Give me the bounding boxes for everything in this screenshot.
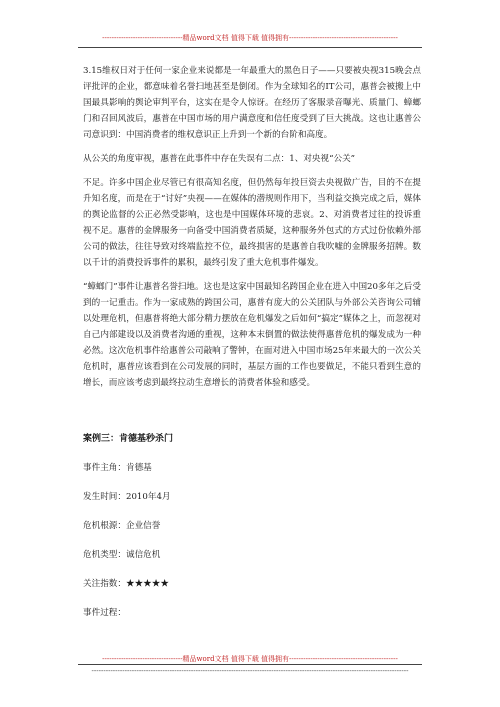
header-banner-text: ----------------------------------精品word文档 值得下载 值得拥有---------------------------------------------- — [102, 34, 398, 42]
field-value: 肯德基 — [125, 463, 152, 473]
case-fields — [83, 462, 421, 636]
paragraph-pr-mistakes-detail: 不足。许多中国企业尽管已有很高知名度，但仍然每年投巨资去央视做广告，目的不在提升知名度，而是在于“讨好”央视——在媒体的潜规则作用下，当利益交换完成之后，媒体的舆论监督的公正必然受影响，这也是中国媒体环境的悲哀。2、对消费者过往的投诉重视不足。惠普的金牌服务一向备受中国消费者质疑，这种服务外包式的方式过份依赖外部公司的做法，往往导致对终端监控不位，最终损害的是惠普自我吹嘘的金牌服务招牌。数以千计的消费投诉事件的累积，最终引发了重大危机事件爆发。 — [83, 178, 421, 268]
paragraph-cockroach-gate: “蟑螂门”事件让惠普名誉扫地。这也是这家中国最知名跨国企业在进入中国20多年之后受到的一记重击。作为一家成熟的跨国公司，惠普有庞大的公关团队与外部公关咨询公司辅以处理危机，但惠普将绝大部分精力摆放在危机爆发之后如何“搞定”媒体之上，而忽视对自己内部建设以及消费者沟通的重视，这种本末倒置的做法使得惠普危机的爆发成为一种必然。这次危机事件给惠普公司敲响了警钟，在面对进入中国市场25年来最大的一次公关危机时，惠普应该看到在公司发展的同时，基层方面的工作也要做足，不能只看到生意的增长，而应该考虑到最终拉动生意增长的消费者体验和感受。 — [83, 282, 421, 388]
footer-dash-line: -------------------------------------------------------------------------------------------------------------------------------------- — [91, 667, 409, 675]
field-label: 事件主角： — [83, 463, 126, 473]
field-label: 危机根源： — [83, 521, 126, 531]
field-label: 事件过程： — [83, 608, 126, 618]
page-header — [78, 33, 422, 48]
field-label: 发生时间： — [83, 492, 126, 502]
article-body — [83, 63, 421, 391]
paragraph-315-context: 3.15维权日对于任何一家企业来说都是一年最重大的黑色日子——只要被央视315晚会点评批评的企业，都意味着名誉扫地甚至是倒闭。作为全球知名的IT公司，惠普会被搬上中国最具影响的舆论审判平台，这实在是令人惊讶。在经历了客服录音曝光、质量门、蟑螂门和召回风波后，惠普在中国市场的用户满意度和信任度受到了巨大挑战。这也让惠普公司意识到：中国消费者的维权意识正上升到一个新的台阶和高度。 — [83, 66, 421, 140]
field-crisis-type — [83, 549, 421, 561]
field-value: 2010年4月 — [125, 492, 171, 502]
star-rating: ★★★★★ — [125, 579, 169, 589]
field-event-process — [83, 607, 421, 619]
field-value: 诚信危机 — [125, 550, 161, 560]
paragraph-pr-mistakes-intro: 从公关的角度审视，惠普在此事件中存在失误有二点：1、对央视“公关” — [83, 154, 356, 164]
field-crisis-root — [83, 520, 421, 532]
field-label: 危机类型： — [83, 550, 126, 560]
field-label: 关注指数： — [83, 579, 126, 589]
field-value: 企业信誉 — [125, 521, 161, 531]
field-date — [83, 491, 421, 503]
field-attention-rating — [83, 578, 421, 590]
field-protagonist — [83, 462, 421, 474]
footer-banner-text: ----------------------------------精品word文档 值得下载 值得拥有---------------------------------------------- — [102, 655, 398, 663]
page-footer — [78, 655, 422, 679]
case-three-title: 案例三：肯德基秒杀门 — [83, 434, 174, 444]
